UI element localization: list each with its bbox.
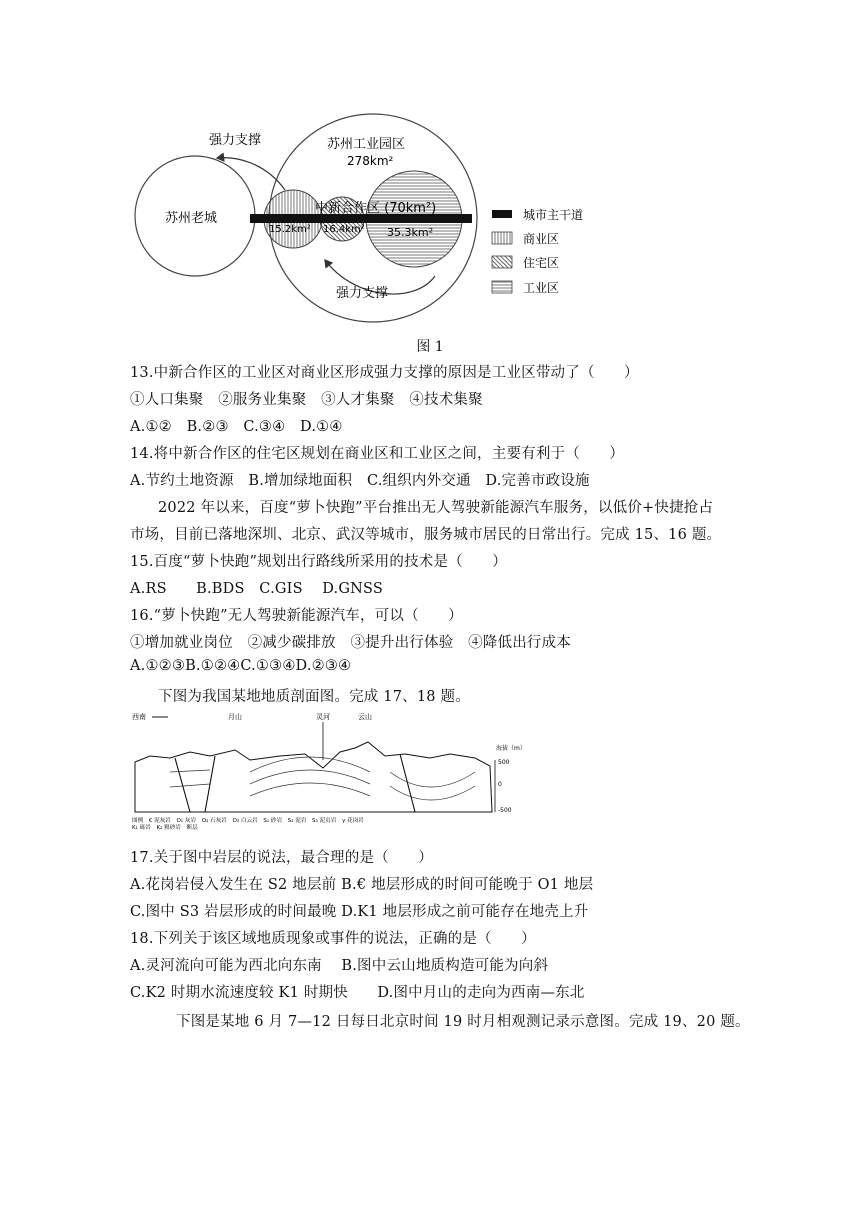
passage-1-line-1: 2022 年以来，百度“萝卜快跑”平台推出无人驾驶新能源汽车服务，以低价+快捷抢占 bbox=[158, 500, 714, 516]
legend-swatch-commercial bbox=[492, 232, 512, 244]
peak-cloud-label: 云山 bbox=[358, 713, 372, 721]
old-city-label: 苏州老城 bbox=[165, 211, 218, 226]
question-13-items: ①人口集聚 ②服务业集聚 ③人才集聚 ④技术集聚 bbox=[130, 392, 483, 408]
question-15: 15.百度“萝卜快跑”规划出行路线所采用的技术是（ ） bbox=[130, 554, 507, 570]
park-area: 278km² bbox=[347, 154, 394, 168]
question-14-options: A.节约土地资源 B.增加绿地面积 C.组织内外交通 D.完善市政设施 bbox=[130, 473, 590, 489]
question-13-options: A.①② B.②③ C.③④ D.①④ bbox=[130, 419, 343, 435]
passage-2: 下图为我国某地地质剖面图。完成 17、18 题。 bbox=[158, 689, 470, 705]
passage-3: 下图是某地 6 月 7—12 日每日北京时间 19 时月相观测记录示意图。完成 19、20 题。 bbox=[176, 1014, 750, 1030]
question-18: 18.下列关于该区域地质现象或事件的说法，正确的是（ ） bbox=[130, 931, 536, 947]
altitude-tick-0: 0 bbox=[498, 781, 502, 788]
legend-swatch-industrial bbox=[492, 281, 512, 293]
legend-label-commercial: 商业区 bbox=[523, 232, 560, 246]
peak-moon-label: 月山 bbox=[228, 713, 242, 721]
question-18-options-cd: C.K2 时期水流速度较 K1 时期快 D.图中月山的走向为西南—东北 bbox=[130, 985, 585, 1001]
question-16-options: A.①②③B.①②④C.①③④D.②③④ bbox=[130, 658, 352, 674]
support-label-bottom: 强力支撑 bbox=[336, 286, 389, 301]
legend-label-residential: 住宅区 bbox=[523, 256, 560, 270]
legend-swatch-road bbox=[492, 210, 512, 218]
question-15-options: A.RS B.BDS C.GIS D.GNSS bbox=[130, 581, 384, 597]
terrain-surface bbox=[135, 742, 492, 812]
geologic-section-diagram bbox=[130, 712, 530, 830]
question-14: 14.将中新合作区的住宅区规划在商业区和工业区之间，主要有利于（ ） bbox=[130, 446, 625, 462]
industrial-area: 35.3km² bbox=[387, 226, 433, 239]
passage-1-line-2: 市场，目前已落地深圳、北京、武汉等城市，服务城市居民的日常出行。完成 15、16 题。 bbox=[130, 527, 722, 543]
support-label-top: 强力支撑 bbox=[209, 133, 262, 148]
question-18-options-ab: A.灵河流向可能为西北向东南 B.图中云山地质构造可能为向斜 bbox=[130, 958, 549, 974]
altitude-label: 海拔（m） bbox=[496, 745, 526, 752]
legend-row-1: 图例 € 泥灰岩 O₁ 灰岩 O₂ 石灰岩 O₃ 白云岩 S₁ 砂岩 S₂ 泥岩 S₃ 泥页岩 γ 花岗岩 bbox=[132, 818, 364, 824]
legend-swatch-residential bbox=[492, 256, 512, 268]
altitude-tick-500: 500 bbox=[498, 759, 510, 766]
question-13: 13.中新合作区的工业区对商业区形成强力支撑的原因是工业区带动了（ ） bbox=[130, 365, 639, 381]
river-label: 灵河 bbox=[316, 713, 330, 721]
direction-label: 西南 bbox=[132, 713, 146, 721]
question-17-options-cd: C.图中 S3 岩层形成的时间最晚 D.K1 地层形成之前可能存在地壳上升 bbox=[130, 904, 589, 920]
residential-area: 16.4km² bbox=[323, 224, 365, 235]
legend-row-2: K₁ 砾岩 K₂ 粗砂岩 断层 bbox=[132, 825, 198, 830]
question-17: 17.关于图中岩层的说法，最合理的是（ ） bbox=[130, 850, 433, 866]
altitude-tick-minus500: -500 bbox=[498, 807, 512, 814]
figure1-diagram bbox=[125, 104, 605, 332]
legend-label-industrial: 工业区 bbox=[523, 281, 560, 295]
question-17-options-ab: A.花岗岩侵入发生在 S2 地层前 B.€ 地层形成的时间可能晚于 O1 地层 bbox=[130, 877, 594, 893]
question-16: 16.“萝卜快跑”无人驾驶新能源汽车，可以（ ） bbox=[130, 608, 463, 624]
zone-title: 中新合作区 (70km²) bbox=[315, 201, 437, 216]
commercial-area: 15.2km² bbox=[269, 224, 311, 235]
figure1-caption: 图 1 bbox=[416, 339, 444, 355]
question-16-items: ①增加就业岗位 ②减少碳排放 ③提升出行体验 ④降低出行成本 bbox=[130, 635, 571, 651]
legend-label-road: 城市主干道 bbox=[523, 208, 584, 222]
park-title: 苏州工业园区 bbox=[327, 137, 406, 152]
